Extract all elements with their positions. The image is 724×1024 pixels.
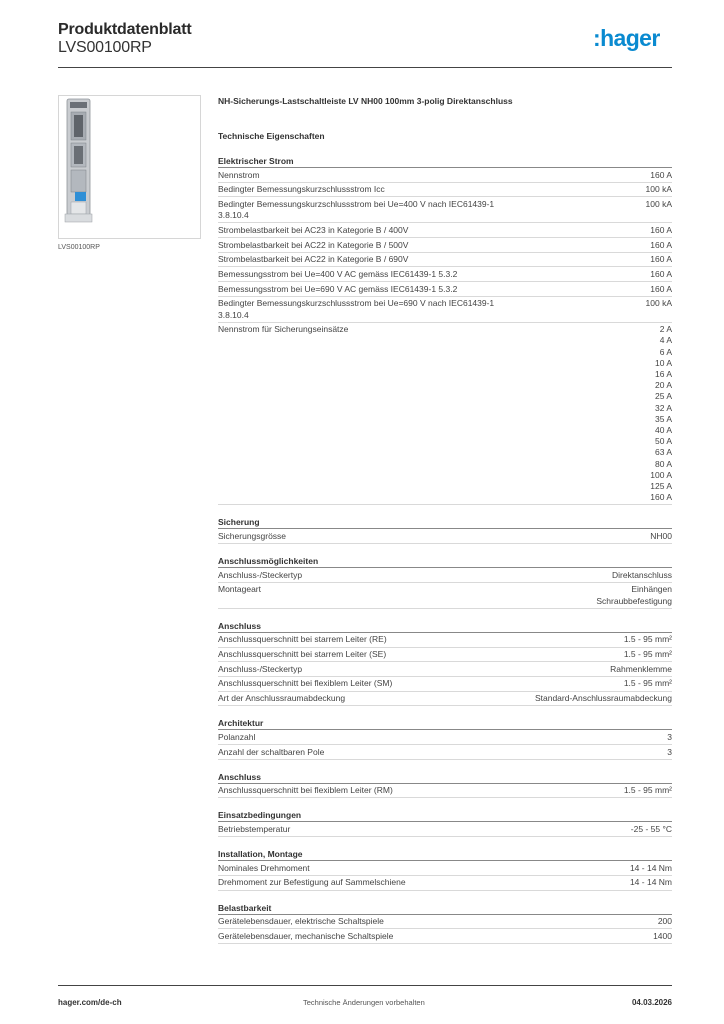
spec-value-line: 4 A [659,335,672,346]
spec-label: Strombelastbarkeit bei AC22 in Kategorie B / 690V [218,254,409,265]
spec-value-line: 200 [657,916,672,927]
spec-value [667,732,672,743]
spec-value-line: 100 A [650,469,672,480]
spec-value [650,284,672,295]
spec-label: Nominales Drehmoment [218,862,310,873]
spec-value [630,877,672,888]
spec-row [218,915,672,930]
spec-row [218,529,672,544]
spec-value-line: 63 A [654,447,672,458]
spec-label: Strombelastbarkeit bei AC22 in Kategorie B / 500V [218,239,409,250]
header-divider [58,67,672,68]
spec-value [646,199,672,210]
spec-value-line: Einhängen [631,584,672,595]
spec-value [631,824,672,835]
spec-value-line: Schraubbefestigung [596,595,672,606]
spec-value-line: 10 A [654,357,672,368]
spec-group-title: Installation, Montage [218,848,672,861]
spec-label: Anschluss-/Steckertyp [218,569,303,580]
spec-value [624,678,672,689]
spec-label: Bemessungsstrom bei Ue=400 V AC gemäss IEC61439-1 5.3.2 [218,268,458,279]
spec-label: Sicherungsgrösse [218,530,287,541]
spec-row [218,253,672,268]
spec-value [650,269,672,280]
spec-row [218,183,672,198]
spec-label: Anschlussquerschnitt bei starrem Leiter (SE) [218,649,387,659]
spec-value-line: Direktanschluss [612,569,672,580]
spec-group-title: Belastbarkeit [218,902,672,915]
spec-value-line: 160 A [650,283,672,294]
spec-value [658,916,672,927]
spec-value-line: 35 A [654,413,672,424]
spec-label: Art der Anschlussraumabdeckung [218,693,346,704]
spec-value-line: 1.5 - 95 mm² [623,785,672,796]
spec-row [218,583,672,609]
spec-value [646,298,672,309]
footer-divider [58,985,672,986]
spec-value-line: Standard-Anschlussraumabdeckung [534,693,672,704]
spec-value [612,570,672,581]
spec-row [218,822,672,837]
spec-table [218,150,672,944]
spec-value [650,254,672,265]
spec-label: Bemessungsstrom bei Ue=690 V AC gemäss IEC61439-1 5.3.2 [218,283,458,294]
spec-label: Bedingter Bemessungskurzschlussstrom bei Ue=400 V nach IEC61439-1 3.8.10.4 [218,198,495,221]
spec-value [596,584,672,606]
spec-row [218,745,672,760]
spec-group-title: Anschluss [218,620,672,633]
spec-value [650,324,672,503]
spec-label: Bedingter Bemessungskurzschlussstrom Icc [218,184,385,195]
spec-group [218,717,672,759]
spec-group [218,155,672,505]
spec-value [630,863,672,874]
spec-row [218,297,672,323]
spec-group [218,809,672,837]
spec-value-line: 6 A [659,346,672,357]
footer-date: 04.03.2026 [631,998,672,1007]
spec-value [653,931,672,942]
spec-value-line: 20 A [654,380,672,391]
spec-group [218,902,672,944]
spec-value [667,747,672,758]
spec-value [624,785,672,796]
spec-value-line: 160 A [650,254,672,265]
product-photo-icon [59,96,200,238]
spec-label: Bedingter Bemessungskurzschlussstrom bei Ue=690 V nach IEC61439-1 3.8.10.4 [218,298,495,320]
spec-row [218,568,672,583]
spec-group-title: Elektrischer Strom [218,155,672,168]
spec-row [218,692,672,707]
spec-label: Nennstrom [218,169,260,180]
spec-value-line: -25 - 55 °C [630,823,672,834]
spec-value-line: 1.5 - 95 mm² [623,649,672,659]
spec-label: Gerätelebensdauer, elektrische Schaltspiele [218,916,384,927]
spec-value [624,649,672,660]
spec-value-line: 160 A [650,492,672,503]
spec-value-line: 100 kA [645,198,672,209]
spec-value-line: 50 A [654,436,672,447]
spec-label: Anzahl der schaltbaren Pole [218,746,325,757]
spec-value-line: 160 A [650,169,672,180]
spec-value [646,184,672,195]
spec-group-title: Anschluss [218,771,672,784]
page-title: Produktdatenblatt [58,21,192,38]
product-title: NH-Sicherungs-Lastschaltleiste LV NH00 100mm 3-polig Direktanschluss [218,96,513,106]
spec-label: Drehmoment zur Befestigung auf Sammelschiene [218,877,406,888]
spec-value-line: 14 - 14 Nm [629,877,672,888]
spec-value-line: 3 [667,746,672,757]
spec-row [218,633,672,648]
spec-value-line: 2 A [659,324,672,335]
spec-group-title: Einsatzbedingungen [218,809,672,822]
spec-row [218,876,672,891]
image-caption: LVS00100RP [58,244,100,251]
spec-row [218,648,672,663]
spec-row [218,282,672,297]
spec-row [218,168,672,183]
spec-label: Anschluss-/Steckertyp [218,663,303,674]
spec-label: Anschlussquerschnitt bei flexiblem Leiter (SM) [218,678,393,689]
spec-value [650,240,672,251]
spec-value-line: 16 A [654,369,672,380]
footer-note: Technische Änderungen vorbehalten [303,998,425,1007]
spec-label: Nennstrom für Sicherungseinsätze [218,324,349,335]
spec-row [218,662,672,677]
spec-value-line: Rahmenklemme [610,663,672,674]
spec-group-title: Architektur [218,717,672,730]
spec-group [218,848,672,890]
product-image [58,95,201,239]
spec-row [218,223,672,238]
spec-value-line: 160 A [650,268,672,279]
spec-row [218,730,672,745]
spec-label: Polanzahl [218,731,256,742]
spec-label: Gerätelebensdauer, mechanische Schaltspiele [218,930,394,941]
spec-value-line: 80 A [654,458,672,469]
spec-value-line: 32 A [654,402,672,413]
spec-group [218,516,672,544]
spec-row [218,197,672,223]
spec-group-title: Sicherung [218,516,672,529]
spec-label: Anschlussquerschnitt bei flexiblem Leiter (RM) [218,785,393,796]
spec-value-line: 125 A [650,481,672,492]
spec-group-title: Anschlussmöglichkeiten [218,555,672,568]
spec-value-line: 1400 [653,930,672,941]
spec-value-line: 40 A [654,425,672,436]
spec-value-line: 1.5 - 95 mm² [623,634,672,645]
spec-label: Strombelastbarkeit bei AC23 in Kategorie B / 400V [218,224,409,235]
spec-value-line: 25 A [654,391,672,402]
spec-value-line: 100 kA [645,298,672,309]
product-code: LVS00100RP [58,39,152,56]
spec-label: Anschlussquerschnitt bei starrem Leiter (RE) [218,634,387,645]
spec-group [218,620,672,707]
spec-value [610,664,672,675]
spec-label: Montageart [218,584,261,595]
spec-row [218,677,672,692]
spec-value [650,531,672,542]
spec-value-line: 3 [667,731,672,742]
spec-row [218,861,672,876]
section-heading: Technische Eigenschaften [218,131,325,141]
hager-logo [593,27,660,50]
spec-row [218,929,672,944]
spec-value-line: 14 - 14 Nm [629,862,672,873]
spec-value-line: 1.5 - 95 mm² [623,678,672,689]
spec-row [218,323,672,506]
spec-value [650,170,672,181]
spec-value-line: 160 A [650,224,672,235]
logo-prefix: : [593,25,601,51]
spec-group [218,555,672,609]
spec-value [535,693,672,704]
spec-group [218,771,672,799]
spec-value-line: NH00 [650,530,672,541]
spec-label: Betriebstemperatur [218,823,291,834]
spec-value-line: 160 A [650,239,672,250]
spec-value [650,225,672,236]
footer-website: hager.com/de-ch [58,998,122,1007]
spec-value [624,634,672,645]
spec-row [218,267,672,282]
logo-text: hager [600,25,660,51]
spec-value-line: 100 kA [645,184,672,195]
spec-row [218,238,672,253]
spec-row [218,784,672,799]
